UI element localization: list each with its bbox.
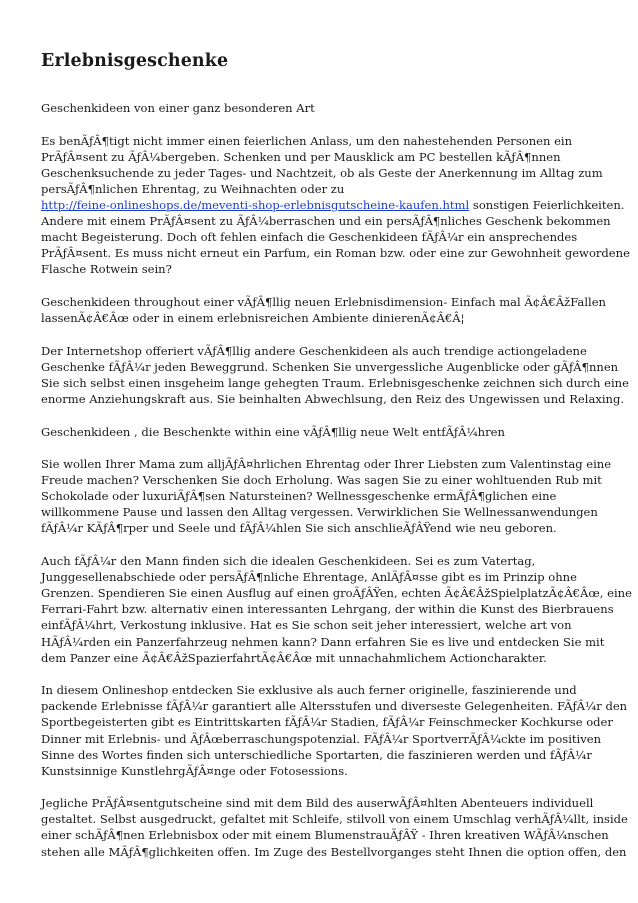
- paragraph-wellness: [41, 456, 612, 536]
- text-line: Freude machen? Verschenken Sie doch Erholung. Was sagen Sie zu einer wohltuenden Rub mit: [41, 473, 602, 488]
- text-line: gestaltet. Selbst ausgedruckt, gefaltet mit Schleife, stilvoll von einem Umschlag verhÃƒÂ¼llt, inside: [41, 812, 628, 827]
- text-line: einer schÃƒÂ¶nen Erlebnisbox oder mit einem BlumenstrauÃƒÂŸ - Ihren kreativen WÃƒÂ¼nschen: [41, 828, 609, 843]
- document-title: Erlebnisgeschenke: [41, 51, 229, 71]
- text-line: Geschenkideen , die Beschenkte within eine vÃƒÂ¶llig neue Welt entfÃƒÂ¼hren: [41, 424, 505, 439]
- paragraph-onlineshop: [41, 682, 628, 779]
- text-line: enorme Anziehungskraft aus. Sie beinhalten Abwechlsung, den Reiz des Ungewissen und Relaxing.: [41, 391, 625, 406]
- document-page: [41, 50, 632, 876]
- paragraph-intro: [41, 100, 597, 116]
- text-line: stehen alle MÃƒÂ¶glichkeiten offen. Im Zuge des Bestellvorganges steht Ihnen die option offen, den: [41, 844, 627, 859]
- text-line: PrÃƒÂ¤sent. Es muss nicht erneut ein Parfum, ein Roman bzw. oder eine zur Gewohnheit gewordene: [41, 246, 630, 261]
- text-line: Sportbegeisterten gibt es Eintrittskarten fÃƒÂ¼r Stadien, fÃƒÂ¼r Feinschmecker Kochkurse oder: [41, 715, 613, 730]
- text-line: Geschenke fÃƒÂ¼r jeden Beweggrund. Schenken Sie unvergessliche Augenblicke oder gÃƒÂ¶nnen: [41, 359, 619, 374]
- text-line: Es benÃƒÂ¶tigt nicht immer einen feierlichen Anlass, um den nahestehenden Personen ein: [41, 133, 573, 148]
- text-line: Der Internetshop offeriert vÃƒÂ¶llig andere Geschenkideen als auch trendige actiongeladene: [41, 343, 587, 358]
- text-line: Geschenkideen throughout einer vÃƒÂ¶llig neuen Erlebnisdimension- Einfach mal Ã¢Â€ÂžFallen: [41, 294, 606, 309]
- text-line: fÃƒÂ¼r KÃƒÂ¶rper und Seele und fÃƒÂ¼hlen Sie sich anschlieÃƒÂŸend wie neu geboren.: [41, 521, 557, 536]
- text-line: Ferrari-Fahrt bzw. alternativ einen interessanten Lehrgang, der within die Kunst des Bierbrauens: [41, 602, 614, 617]
- text-line: Sie sich selbst einen insgeheim lange gehegten Traum. Erlebnisgeschenke zeichnen sich durch eine: [41, 375, 629, 390]
- paragraph-vouchers: [41, 795, 628, 859]
- shop-link[interactable]: http://feine-onlineshops.de/meventi-shop-erlebnisgutscheine-kaufen.html: [41, 197, 470, 212]
- text-line: Dinner mit Erlebnis- und ÃƒÂœberraschungspotenzial. FÃƒÂ¼r SportverrÃƒÂ¼ckte im positiven: [41, 731, 602, 746]
- text-line: In diesem Onlineshop entdecken Sie exklusive als auch ferner originelle, faszinierende und: [41, 683, 577, 698]
- text-line: Auch fÃƒÂ¼r den Mann finden sich die idealen Geschenkideen. Sei es zum Vatertag,: [41, 554, 536, 569]
- text-line: Kunstsinnige KunstlehrgÃƒÂ¤nge oder Fotosessions.: [41, 763, 348, 778]
- text-line: dem Panzer eine Ã¢Â€ÂžSpazierfahrtÃ¢Â€Âœ mit unnachahmlichem Actioncharakter.: [41, 650, 547, 665]
- text-line: Junggesellenabschiede oder persÃƒÂ¶nliche Ehrentage, AnlÃƒÂ¤sse gibt es im Prinzip ohne: [41, 570, 577, 585]
- text-line: Flasche Rotwein sein?: [41, 262, 172, 277]
- text-line: macht Begeisterung. Doch oft fehlen einfach die Geschenkideen fÃƒÂ¼r ein ansprechendes: [41, 230, 578, 245]
- text-line: willkommene Pause und lassen den Alltag vergessen. Verwirklichen Sie Wellnessanwendungen: [41, 505, 598, 520]
- text-line: Sinne des Wortes finden sich unterschiedliche Sportarten, die faszinieren werden und fÃƒÂ¼r: [41, 747, 592, 762]
- text-line: packende Erlebnisse fÃƒÂ¼r garantiert alle Altersstufen und diverseste Gelegenheiten. FÃƒÂ¼r den: [41, 699, 628, 714]
- text-line: Geschenksuchende zu jeder Tages- und Nachtzeit, ob als Geste der Anerkennung im Alltag zum: [41, 165, 603, 180]
- paragraph-gift-reasons: [41, 133, 630, 278]
- paragraph-subheading: [41, 424, 597, 440]
- text-line: Sie wollen Ihrer Mama zum alljÃƒÂ¤hrlichen Ehrentag oder Ihrer Liebsten zum Valentinstag eine: [41, 457, 612, 472]
- text-line: lassenÃ¢Â€Âœ oder in einem erlebnisreichen Ambiente dinierenÃ¢Â€Â¦: [41, 311, 465, 326]
- text-line: Jegliche PrÃƒÂ¤sentgutscheine sind mit dem Bild des auserwÃƒÂ¤hlten Abenteuers individuell: [41, 796, 594, 811]
- text-line: Geschenkideen von einer ganz besonderen Art: [41, 101, 315, 115]
- text-line: persÃƒÂ¶nlichen Ehrentag, zu Weihnachten oder zu: [41, 181, 345, 196]
- text-line-with-link: [41, 197, 625, 213]
- text-line: Andere mit einem PrÃƒÂ¤sent zu ÃƒÂ¼berraschen und ein persÃƒÂ¶nliches Geschenk bekommen: [41, 214, 611, 229]
- paragraph-for-men: [41, 553, 632, 666]
- text-line: einfÃƒÂ¼hrt, Verkostung inklusive. Hat es Sie schon seit jeher interessiert, welche art von: [41, 618, 572, 633]
- text-line: PrÃƒÂ¤sent zu ÃƒÂ¼bergeben. Schenken und per Mausklick am PC bestellen kÃƒÂ¶nnen: [41, 149, 561, 164]
- link-trailing-text: sonstigen Feierlichkeiten.: [469, 197, 625, 212]
- text-line: Grenzen. Spendieren Sie einen Ausflug auf einen groÃƒÂŸen, echten Ã¢Â€ÂžSpielplatzÃ¢Â€Âœ, eine: [41, 586, 632, 601]
- text-line: HÃƒÂ¼rden ein Panzerfahrzeug nehmen kann? Dann erfahren Sie es live und entdecken Sie mit: [41, 634, 605, 649]
- text-line: Schokolade oder luxuriÃƒÂ¶sen Natursteinen? Wellnessgeschenke ermÃƒÂ¶glichen eine: [41, 489, 557, 504]
- paragraph-new-dimension: [41, 294, 606, 326]
- paragraph-internetshop: [41, 343, 629, 407]
